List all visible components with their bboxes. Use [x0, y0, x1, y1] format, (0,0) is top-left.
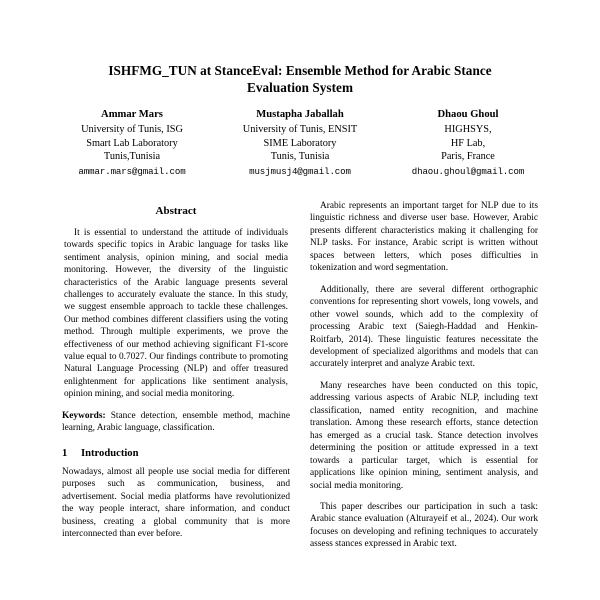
section-paragraph: Nowadays, almost all people use social media for different purposes such as communication, business, and advertisement. Social media platforms have revolutionized the way people interact, share information, and conduct business, creating a global community that is more interconnected than ever before. [62, 466, 290, 540]
body-paragraph: This paper describes our participation in such a task: Arabic stance evaluation (Alturayeif et al., 2024). Our work focuses on developing and refining techniques to accurately assess stances expressed in Arabic text. [310, 501, 538, 550]
author-block [48, 108, 552, 179]
author-affiliation-line: SIME Laboratory [263, 137, 337, 149]
section-heading-introduction [62, 448, 290, 459]
keywords-label: Keywords: [62, 410, 106, 421]
author-email[interactable]: musjmusj4@gmail.com [249, 165, 351, 177]
author-affiliation-line: Paris, France [441, 151, 495, 163]
author-name: Dhaou Ghoul [437, 109, 499, 120]
author-name: Mustapha Jaballah [256, 109, 344, 120]
author-email[interactable]: dhaou.ghoul@gmail.com [411, 165, 525, 177]
abstract-heading: Abstract [155, 205, 197, 217]
keywords-text: Stance detection, ensemble method, machine learning, Arabic language, classification. [62, 410, 290, 434]
author-affiliation-line: University of Tunis, ENSIT [242, 124, 358, 135]
author-email[interactable]: ammar.mars@gmail.com [78, 165, 186, 177]
body-paragraph: Many researches have been conducted on this topic, addressing various aspects of Arabic NLP, including text classification, named entity recognition, and machine translation. Among these research efforts, stance detection has emerged as a crucial task. Stance detection involves determining the position or attitude expressed in a text towards a particular target, which is essential for applications like opinion mining, sentiment analysis, and social media monitoring. [310, 380, 538, 491]
author-affiliation-line: University of Tunis, ISG [81, 124, 183, 135]
author-affiliation-line: HF Lab, [450, 137, 486, 149]
author-affiliation-line: Smart Lab Laboratory [86, 137, 178, 149]
abstract-paragraph: It is essential to understand the attitude of individuals towards specific topics in Arabic language for tasks like sentiment analysis, opinion mining, and social media monitoring. However, the diversity of the linguistic characteristics of the Arabic language presents several challenges to accurately evaluate the stance. In this study, we suggest ensemble approach to tackle these challenges. Our method combines different classifiers using the voting method. Through multiple experiments, we prove the effectiveness of our method achieving significant F1-score value equal to 0.7027. Our findings contribute to promoting Natural Language Processing (NLP) and offer treasured enlightenment for applications like sentiment analysis, opinion mining, and social media monitoring. [64, 228, 288, 400]
author-affiliation-line: Tunis, Tunisia [270, 151, 330, 163]
keywords-line [62, 410, 290, 435]
body-paragraph: Additionally, there are several different orthographic conventions for representing short vowels, long vowels, and other vowel sounds, which add to the complexity of processing Arabic text (Saiegh-Haddad and Henkin-Roitfarb, 2014). These linguistic features necessitate the development of specialized algorithms and models that can accurately interpret and analyze Arabic text. [310, 284, 538, 370]
section-number: 1 [62, 447, 68, 459]
right-column [310, 200, 538, 600]
body-paragraph: Arabic represents an important target for NLP due to its linguistic richness and diverse user base. However, Arabic presents different characteristics making it challenging for NLP tasks. For instance, Arabic script is written without spaces between letters, which poses difficulties in tokenization and word segmentation. [310, 201, 538, 274]
section-title: Introduction [81, 447, 139, 459]
author-name: Ammar Mars [101, 109, 163, 120]
left-column [62, 200, 290, 600]
author-entry [384, 108, 552, 179]
author-affiliation-line: HIGHSYS, [444, 124, 492, 135]
abstract-body [62, 227, 290, 401]
author-entry [48, 108, 216, 179]
author-entry [216, 108, 384, 179]
author-affiliation-line: Tunis,Tunisia [103, 151, 161, 163]
title-block [78, 62, 522, 96]
body-columns [0, 200, 600, 600]
page-title: ISHFMG_TUN at StanceEval: Ensemble Method for Arabic Stance Evaluation System [108, 63, 492, 95]
